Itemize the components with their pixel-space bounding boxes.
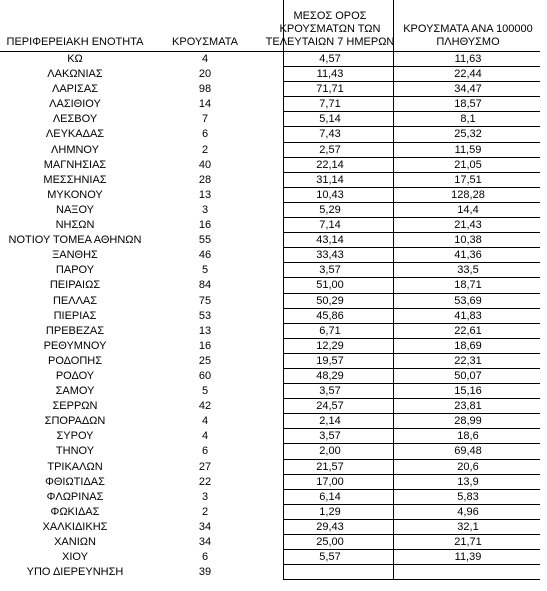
column-divider: [283, 429, 284, 444]
cell-region: ΣΥΡΟΥ: [56, 430, 94, 443]
cell-cases-per-100k: 32,1: [457, 520, 479, 533]
table-row: [0, 505, 547, 520]
cell-cases: 34: [198, 536, 212, 548]
cell-region: ΦΩΚΙΔΑΣ: [50, 505, 100, 518]
column-divider: [393, 203, 394, 218]
cell-region: ΠΑΡΟΥ: [55, 264, 95, 277]
cell-cases: 2: [201, 143, 209, 156]
table-row: [0, 127, 547, 142]
cell-cases: 42: [198, 400, 212, 413]
column-divider: [283, 52, 284, 67]
cell-7day-average: 3,57: [319, 385, 341, 398]
table-row: [0, 233, 547, 248]
cell-region: ΛΕΥΚΑΔΑΣ: [45, 128, 105, 141]
column-divider: [393, 0, 394, 52]
table-row: [0, 294, 547, 309]
cell-region: ΝΑΞΟΥ: [56, 203, 94, 216]
cell-cases-per-100k: 10,38: [454, 234, 482, 247]
cell-region: ΤΡΙΚΑΛΩΝ: [47, 460, 103, 473]
column-divider: [283, 550, 284, 565]
column-divider: [393, 82, 394, 97]
column-divider: [393, 67, 394, 82]
cell-cases: 4: [201, 430, 209, 443]
table-row: [0, 339, 547, 354]
cell-region: ΛΕΣΒΟΥ: [52, 113, 98, 126]
cell-cases: 5: [201, 385, 209, 398]
column-divider: [283, 233, 284, 248]
cell-cases: 39: [198, 566, 212, 579]
cell-cases: 53: [198, 309, 212, 322]
column-divider: [283, 324, 284, 339]
cell-cases-per-100k: 15,16: [454, 385, 482, 398]
table-row: [0, 324, 547, 339]
header-7day-average-line: ΚΡΟΥΣΜΑΤΩΝ ΤΩΝ: [279, 23, 381, 35]
column-divider: [283, 399, 284, 414]
column-divider: [283, 460, 284, 475]
column-divider: [393, 535, 394, 550]
cell-cases-per-100k: 34,47: [454, 83, 482, 96]
column-divider: [393, 565, 394, 580]
cell-7day-average: 5,29: [319, 203, 341, 216]
column-divider: [393, 263, 394, 278]
column-divider: [283, 475, 284, 490]
cell-7day-average: 21,57: [316, 460, 344, 473]
cell-cases-per-100k: 4,96: [457, 505, 479, 518]
cell-region: ΛΑΚΩΝΙΑΣ: [47, 68, 103, 81]
table-row: [0, 565, 547, 580]
header-region: ΠΕΡΙΦΕΡΕΙΑΚΗ ΕΝΟΤΗΤΑ: [6, 36, 144, 48]
column-divider: [283, 97, 284, 112]
cell-region: ΧΙΟΥ: [62, 551, 88, 564]
cell-cases-per-100k: 28,99: [454, 415, 482, 428]
column-divider: [393, 143, 394, 158]
cell-cases-per-100k: 11,39: [454, 551, 482, 564]
cell-cases-per-100k: 25,32: [454, 128, 482, 141]
column-divider: [393, 278, 394, 293]
table-row: [0, 399, 547, 414]
cell-7day-average: 24,57: [316, 400, 344, 413]
cell-region: ΡΕΘΥΜΝΟΥ: [43, 339, 107, 352]
table-row: [0, 475, 547, 490]
cell-cases: 6: [201, 128, 209, 141]
cell-cases-per-100k: 11,63: [454, 53, 482, 65]
cell-cases-per-100k: 22,61: [454, 324, 482, 337]
table-row: [0, 444, 547, 459]
table-row: [0, 67, 547, 82]
cell-cases-per-100k: 14,4: [457, 203, 479, 216]
header-cases: ΚΡΟΥΣΜΑΤΑ: [172, 36, 238, 48]
column-divider: [393, 475, 394, 490]
table-row: [0, 188, 547, 203]
cell-7day-average: 2,14: [319, 415, 341, 428]
column-divider: [393, 324, 394, 339]
cell-7day-average: 22,14: [316, 158, 344, 171]
cell-cases-per-100k: 41,83: [454, 309, 482, 322]
table-row: [0, 112, 547, 127]
column-divider: [283, 414, 284, 429]
cell-cases: 3: [201, 490, 209, 503]
header-cases-per-100k: [398, 23, 538, 49]
cell-region: ΥΠΟ ΔΙΕΡΕΥΝΗΣΗ: [26, 566, 124, 579]
column-divider: [283, 112, 284, 127]
cell-cases: 40: [198, 158, 212, 171]
column-divider: [283, 490, 284, 505]
cell-region: ΣΠΟΡΑΔΩΝ: [44, 415, 106, 428]
cell-region: ΜΑΓΝΗΣΙΑΣ: [43, 158, 107, 171]
cell-region: ΝΗΣΩΝ: [55, 219, 95, 232]
table-row: [0, 354, 547, 369]
cell-region: ΞΑΝΘΗΣ: [52, 249, 98, 262]
cell-cases: 7: [201, 113, 209, 126]
column-divider: [283, 369, 284, 384]
column-divider: [393, 460, 394, 475]
cell-region: ΠΕΛΛΑΣ: [52, 294, 98, 307]
cell-cases-per-100k: 128,28: [451, 188, 485, 201]
cell-cases: 20: [198, 68, 212, 81]
column-divider: [393, 158, 394, 173]
header-cases-per-100k-line: ΠΛΗΘΥΣΜΟ: [436, 36, 500, 48]
row-rule: [283, 579, 540, 580]
cell-7day-average: 5,57: [319, 551, 341, 564]
column-divider: [393, 384, 394, 399]
table-row: [0, 460, 547, 475]
column-divider: [283, 565, 284, 580]
column-divider: [393, 112, 394, 127]
cell-region: ΦΛΩΡΙΝΑΣ: [46, 490, 104, 503]
column-divider: [393, 520, 394, 535]
cell-cases-per-100k: 33,5: [457, 264, 479, 277]
header-7day-average-line: ΜΕΣΟΣ ΟΡΟΣ: [293, 10, 367, 22]
cell-cases: 2: [201, 505, 209, 518]
cell-cases-per-100k: 21,71: [454, 536, 482, 548]
cell-cases-per-100k: 23,81: [454, 400, 482, 413]
cell-cases-per-100k: 18,71: [454, 279, 482, 292]
table-row: [0, 414, 547, 429]
table-row: [0, 203, 547, 218]
header-cases-per-100k-line: ΚΡΟΥΣΜΑΤΑ ΑΝΑ 100000: [403, 23, 533, 35]
column-divider: [283, 294, 284, 309]
cell-region: ΣΕΡΡΩΝ: [52, 400, 98, 413]
cell-cases: 4: [201, 53, 209, 65]
cell-cases: 34: [198, 520, 212, 533]
cell-region: ΦΘΙΩΤΙΔΑΣ: [45, 475, 105, 488]
cell-7day-average: 33,43: [316, 249, 344, 262]
column-divider: [393, 294, 394, 309]
column-divider: [393, 505, 394, 520]
table-row: [0, 369, 547, 384]
cell-cases: 16: [198, 219, 212, 232]
column-divider: [393, 52, 394, 67]
table-row: [0, 158, 547, 173]
cell-region: ΤΗΝΟΥ: [55, 445, 95, 458]
column-divider: [393, 309, 394, 324]
cell-region: ΣΑΜΟΥ: [55, 385, 95, 398]
column-divider: [393, 444, 394, 459]
table-row: [0, 490, 547, 505]
cell-cases-per-100k: 18,69: [454, 339, 482, 352]
cell-cases-per-100k: 21,05: [454, 158, 482, 171]
table-row: [0, 82, 547, 97]
table-row: [0, 384, 547, 399]
cell-cases: 6: [201, 551, 209, 564]
cell-7day-average: 7,14: [319, 219, 341, 232]
cell-7day-average: 3,57: [319, 264, 341, 277]
cell-region: ΛΑΣΙΘΙΟΥ: [49, 98, 101, 111]
table-row: [0, 248, 547, 263]
cell-region: ΡΟΔΟΠΗΣ: [47, 354, 103, 367]
cell-7day-average: 11,43: [316, 68, 344, 81]
column-divider: [393, 399, 394, 414]
column-divider: [283, 127, 284, 142]
cell-region: ΧΑΝΙΩΝ: [54, 536, 96, 548]
cell-cases-per-100k: 17,51: [454, 173, 482, 186]
cell-cases-per-100k: 18,57: [454, 98, 482, 111]
cell-7day-average: 43,14: [316, 234, 344, 247]
table-header: [0, 0, 547, 52]
cell-cases-per-100k: 22,31: [454, 354, 482, 367]
cell-7day-average: 6,71: [319, 324, 341, 337]
table-row: [0, 263, 547, 278]
cell-cases: 27: [198, 460, 212, 473]
table-row: [0, 52, 547, 67]
header-7day-average-line: ΤΕΛΕΥΤΑΙΩΝ 7 ΗΜΕΡΩΝ: [265, 36, 395, 48]
table-row: [0, 143, 547, 158]
cell-cases-per-100k: 5,83: [457, 490, 479, 503]
cell-cases: 6: [201, 445, 209, 458]
cell-region: ΛΗΜΝΟΥ: [51, 143, 99, 156]
cell-cases: 98: [198, 83, 212, 96]
cell-region: ΛΑΡΙΣΑΣ: [51, 83, 98, 96]
cell-cases: 55: [198, 234, 212, 247]
cell-cases: 60: [198, 369, 212, 382]
cell-7day-average: 51,00: [316, 279, 344, 292]
cell-region: ΠΙΕΡΙΑΣ: [53, 309, 97, 322]
column-divider: [283, 535, 284, 550]
cell-cases: 75: [198, 294, 212, 307]
cell-cases-per-100k: 69,48: [454, 445, 482, 458]
column-divider: [283, 384, 284, 399]
cell-cases: 5: [201, 264, 209, 277]
cell-7day-average: 25,00: [316, 536, 344, 548]
column-divider: [283, 0, 284, 52]
column-divider: [283, 520, 284, 535]
column-divider: [393, 188, 394, 203]
table-row: [0, 429, 547, 444]
cell-cases: 84: [198, 279, 212, 292]
column-divider: [283, 143, 284, 158]
cell-cases-per-100k: 22,44: [454, 68, 482, 81]
cell-cases: 46: [198, 249, 212, 262]
column-divider: [283, 82, 284, 97]
cell-region: ΜΥΚΟΝΟΥ: [47, 188, 103, 201]
cell-region: ΜΕΣΣΗΝΙΑΣ: [43, 173, 107, 186]
cell-7day-average: 45,86: [316, 309, 344, 322]
column-divider: [283, 173, 284, 188]
cell-cases-per-100k: 8,1: [460, 113, 476, 126]
cell-cases-per-100k: 53,69: [454, 294, 482, 307]
cell-cases: 13: [198, 324, 212, 337]
table-row: [0, 309, 547, 324]
table-body: [0, 52, 547, 580]
column-divider: [393, 354, 394, 369]
cell-cases: 16: [198, 339, 212, 352]
cell-7day-average: 3,57: [319, 430, 341, 443]
cell-cases-per-100k: 21,43: [454, 219, 482, 232]
column-divider: [283, 354, 284, 369]
cell-7day-average: 71,71: [316, 83, 344, 96]
column-divider: [283, 67, 284, 82]
cell-7day-average: 5,14: [319, 113, 341, 126]
table-row: [0, 173, 547, 188]
cell-7day-average: 29,43: [316, 520, 344, 533]
cell-cases-per-100k: 20,6: [457, 460, 479, 473]
column-divider: [393, 339, 394, 354]
cell-region: ΠΕΙΡΑΙΩΣ: [49, 279, 101, 292]
column-divider: [393, 369, 394, 384]
cell-7day-average: 4,57: [319, 53, 341, 65]
column-divider: [283, 278, 284, 293]
column-divider: [393, 248, 394, 263]
cell-region: ΧΑΛΚΙΔΙΚΗΣ: [42, 520, 108, 533]
cell-7day-average: 10,43: [316, 188, 344, 201]
cell-7day-average: 50,29: [316, 294, 344, 307]
column-divider: [283, 339, 284, 354]
cell-cases: 3: [201, 203, 209, 216]
cell-cases-per-100k: 11,59: [454, 143, 482, 156]
cell-7day-average: 31,14: [316, 173, 344, 186]
column-divider: [283, 309, 284, 324]
cell-region: ΠΡΕΒΕΖΑΣ: [45, 324, 105, 337]
column-divider: [283, 444, 284, 459]
column-divider: [283, 248, 284, 263]
cell-cases-per-100k: 18,6: [457, 430, 479, 443]
table-row: [0, 218, 547, 233]
column-divider: [393, 173, 394, 188]
table-row: [0, 97, 547, 112]
column-divider: [393, 218, 394, 233]
cell-7day-average: 12,29: [316, 339, 344, 352]
column-divider: [393, 233, 394, 248]
table-row: [0, 550, 547, 565]
cell-cases-per-100k: 50,07: [454, 369, 482, 382]
cell-region: ΚΩ: [67, 53, 83, 65]
cell-cases: 28: [198, 173, 212, 186]
cell-cases-per-100k: 13,9: [457, 475, 479, 488]
column-divider: [283, 158, 284, 173]
cell-region: ΝΟΤΙΟΥ ΤΟΜΕΑ ΑΘΗΝΩΝ: [8, 234, 142, 247]
column-divider: [283, 218, 284, 233]
cell-7day-average: 1,29: [319, 505, 341, 518]
column-divider: [393, 127, 394, 142]
column-divider: [283, 263, 284, 278]
cell-7day-average: 48,29: [316, 369, 344, 382]
cell-7day-average: 7,71: [319, 98, 341, 111]
cell-cases: 25: [198, 354, 212, 367]
cell-7day-average: 2,57: [319, 143, 341, 156]
cell-cases: 22: [198, 475, 212, 488]
column-divider: [393, 414, 394, 429]
column-divider: [393, 550, 394, 565]
cell-cases: 4: [201, 415, 209, 428]
cell-7day-average: 2,00: [319, 445, 341, 458]
cell-7day-average: 6,14: [319, 490, 341, 503]
cell-region: ΡΟΔΟΥ: [55, 369, 95, 382]
cell-7day-average: 17,00: [316, 475, 344, 488]
column-divider: [393, 97, 394, 112]
column-divider: [393, 490, 394, 505]
column-divider: [283, 203, 284, 218]
cell-7day-average: 7,43: [319, 128, 341, 141]
table-row: [0, 278, 547, 293]
column-divider: [283, 505, 284, 520]
cell-cases-per-100k: 41,36: [454, 249, 482, 262]
cell-cases: 14: [198, 98, 212, 111]
cell-cases: 13: [198, 188, 212, 201]
table-row: [0, 535, 547, 550]
column-divider: [283, 188, 284, 203]
column-divider: [393, 429, 394, 444]
table-row: [0, 520, 547, 535]
cell-7day-average: 19,57: [316, 354, 344, 367]
